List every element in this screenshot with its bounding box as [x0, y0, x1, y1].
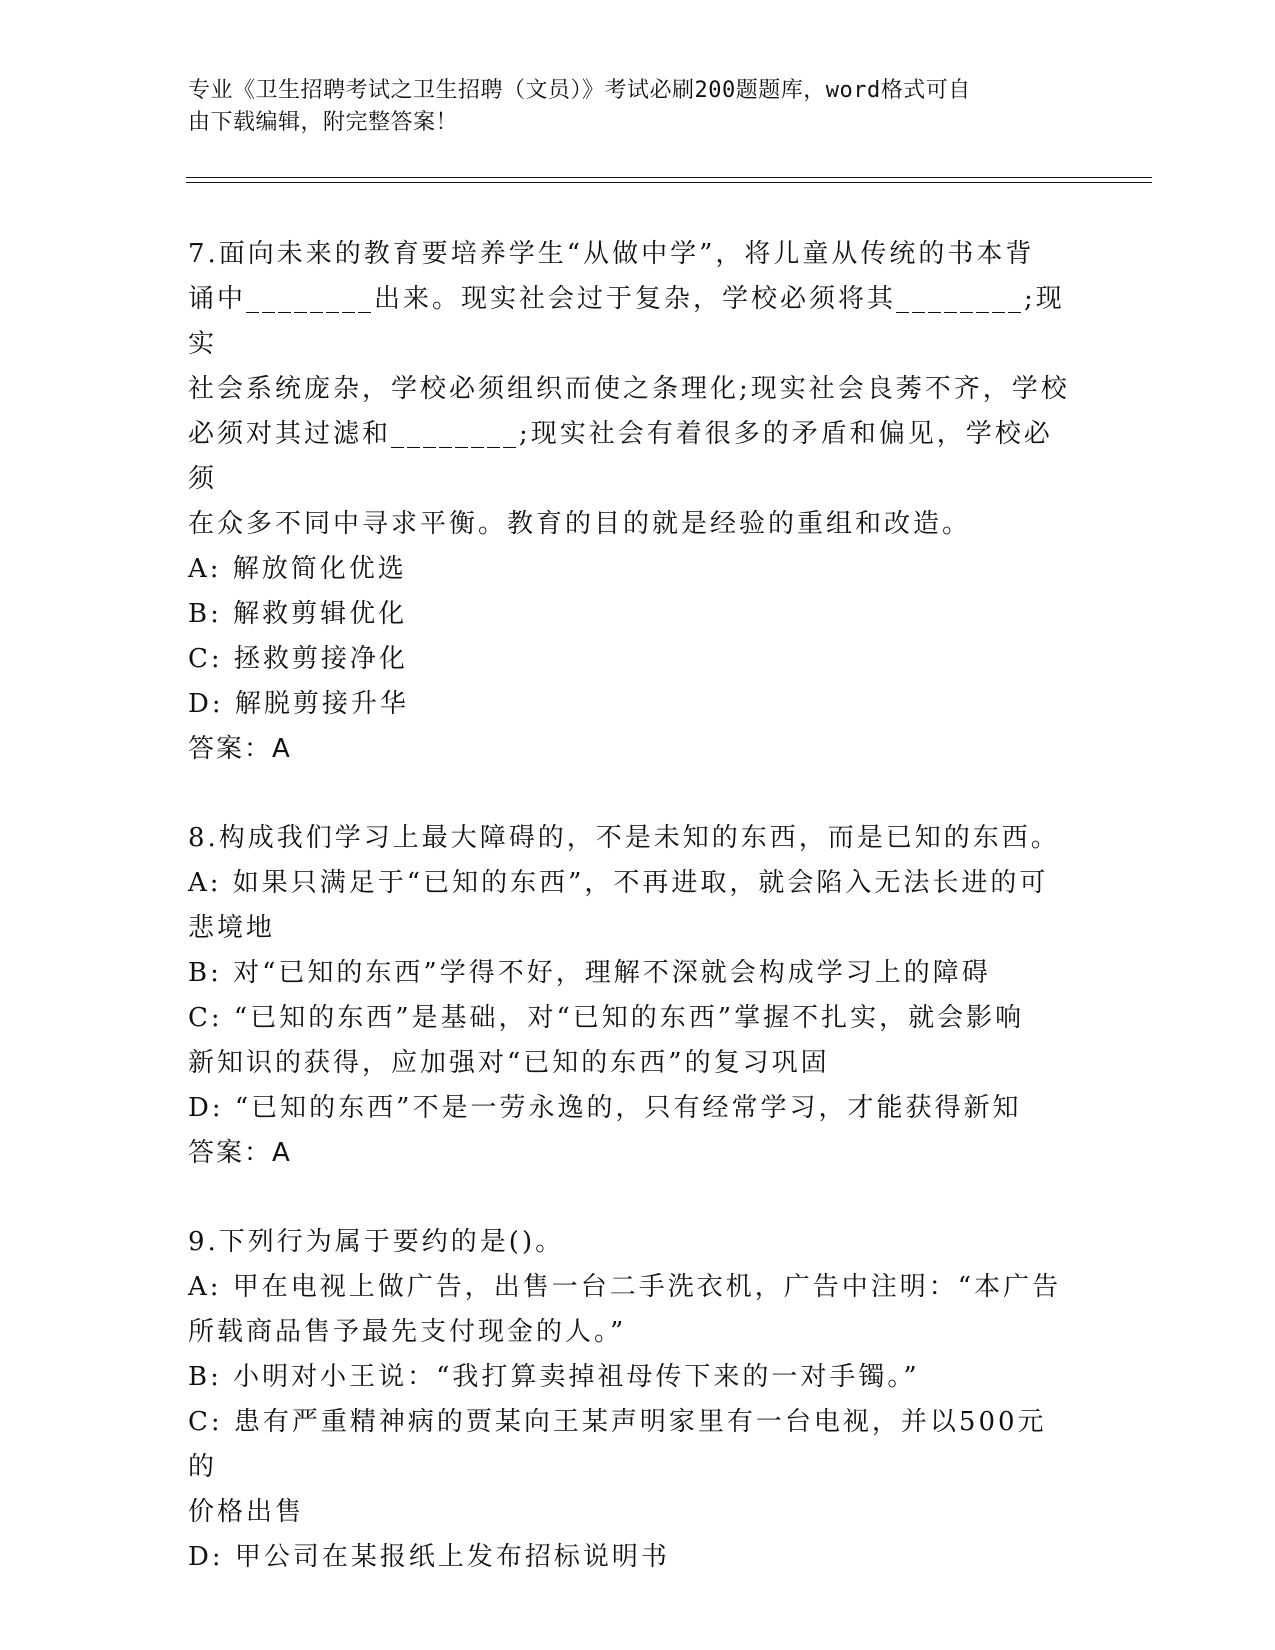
option-line: D: 甲公司在某报纸上发布招标说明书: [188, 1542, 670, 1572]
option-b: [188, 592, 1073, 637]
option-d: [188, 1535, 1073, 1580]
option-line: B: 对“已知的东西”学得不好，理解不深就会构成学习上的障碍: [188, 958, 991, 988]
option-c: [188, 996, 1073, 1086]
header-line-1: 专业《卫生招聘考试之卫生招聘（文员）》考试必刷200题题库，word格式可自: [188, 78, 971, 103]
option-line: 悲境地: [188, 913, 276, 943]
option-line: C: 拯救剪接净化: [188, 644, 408, 674]
answer-label: 答案：A: [188, 734, 292, 764]
question-stem-line: 在众多不同中寻求平衡。教育的目的就是经验的重组和改造。: [188, 509, 972, 539]
option-b: [188, 951, 1073, 996]
option-line: 价格出售: [188, 1497, 305, 1527]
header-line-2: 由下载编辑，附完整答案！: [188, 110, 459, 135]
option-a: [188, 861, 1073, 951]
option-d: [188, 1086, 1073, 1131]
option-line: D: “已知的东西”不是一劳永逸的，只有经常学习，才能获得新知: [188, 1093, 1022, 1123]
question-list: [188, 232, 1073, 1580]
option-d: [188, 682, 1073, 727]
question-stem-line: 社会系统庞杂，学校必须组织而使之条理化;现实社会良莠不齐，学校: [188, 374, 1070, 404]
option-line: D: 解脱剪接升华: [188, 689, 409, 719]
option-a: [188, 547, 1073, 592]
option-c: [188, 1400, 1073, 1535]
header-divider-top: [186, 177, 1152, 178]
option-line: C: 患有严重精神病的贾某向王某声明家里有一台电视，并以500元的: [188, 1407, 1047, 1482]
option-line: B: 解救剪辑优化: [188, 599, 408, 629]
question-stem-line: 7.面向未来的教育要培养学生“从做中学”，将儿童从传统的书本背: [188, 239, 1035, 269]
document-header: [188, 75, 1068, 139]
option-line: A: 如果只满足于“已知的东西”，不再进取，就会陷入无法长进的可: [188, 868, 1049, 898]
header-divider-bottom: [186, 182, 1152, 183]
question-stem-line: 诵中________出来。现实社会过于复杂，学校必须将其________;现实: [188, 284, 1065, 359]
answer-label: 答案：A: [188, 1138, 292, 1168]
option-line: 所载商品售予最先支付现金的人。”: [188, 1317, 627, 1347]
option-c: [188, 637, 1073, 682]
question-7: [188, 232, 1073, 772]
option-b: [188, 1355, 1073, 1400]
question-stem-line: 必须对其过滤和________;现实社会有着很多的矛盾和偏见，学校必须: [188, 419, 1053, 494]
question-8: [188, 816, 1073, 1176]
option-a: [188, 1265, 1073, 1355]
option-line: C: “已知的东西”是基础，对“已知的东西”掌握不扎实，就会影响: [188, 1003, 1025, 1033]
option-line: 新知识的获得，应加强对“已知的东西”的复习巩固: [188, 1048, 830, 1078]
question-9: [188, 1220, 1073, 1580]
option-line: A: 解放简化优选: [188, 554, 407, 584]
question-stem-line: 9.下列行为属于要约的是()。: [188, 1227, 565, 1257]
option-line: B: 小明对小王说：“我打算卖掉祖母传下来的一对手镯。”: [188, 1362, 920, 1392]
option-line: A: 甲在电视上做广告，出售一台二手洗衣机，广告中注明：“本广告: [188, 1272, 1062, 1302]
question-stem-line: 8.构成我们学习上最大障碍的，不是未知的东西，而是已知的东西。: [188, 823, 1060, 853]
